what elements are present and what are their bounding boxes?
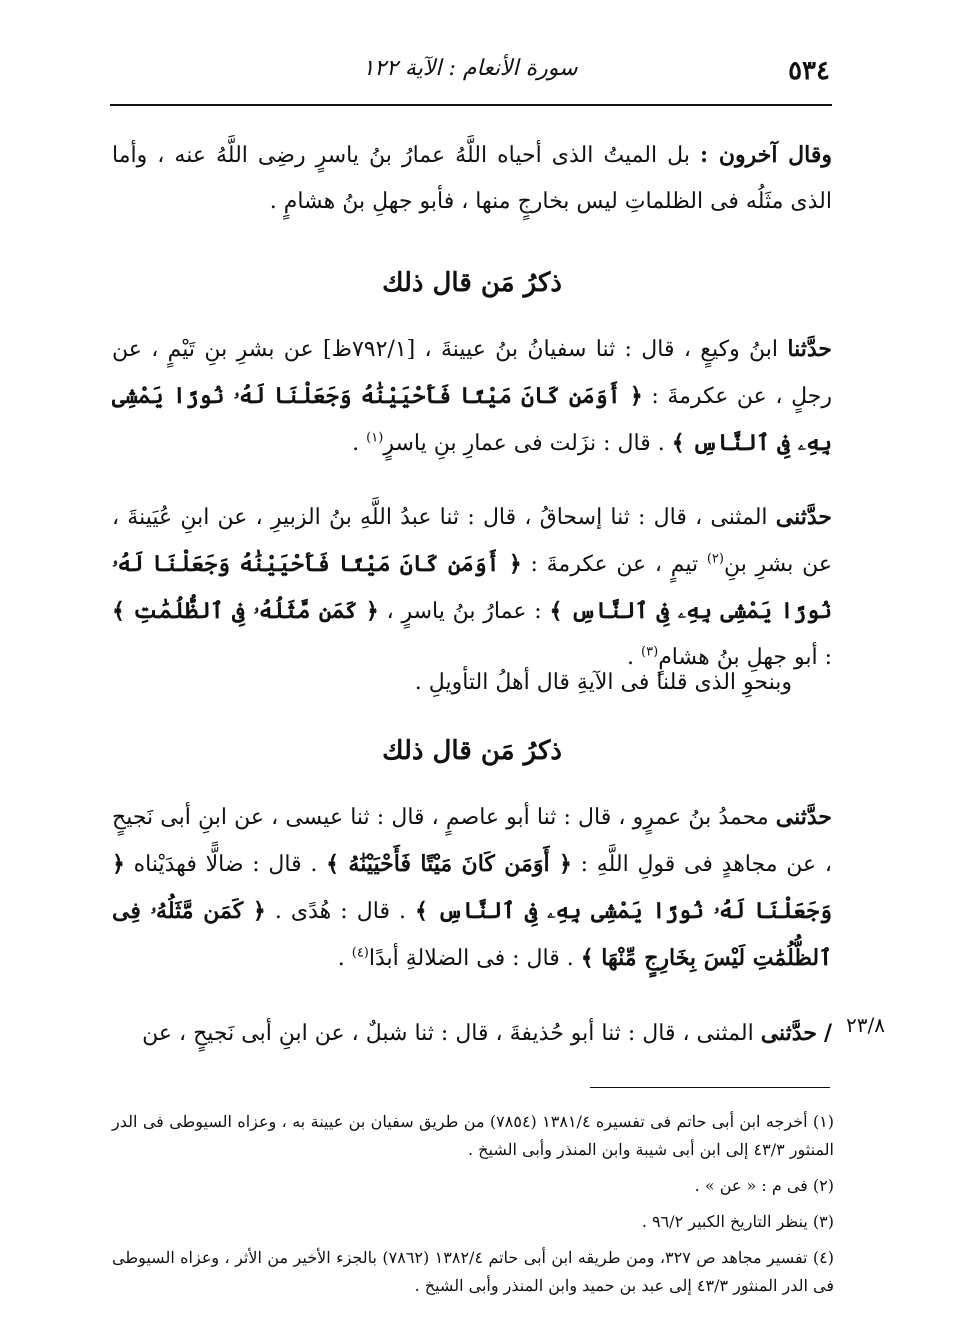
footnote-rule <box>590 1087 830 1088</box>
section-heading-1: ذكرُ مَن قال ذلك <box>382 268 562 298</box>
paragraph-text: محمدُ بنُ عمرٍو ، قال : ثنا أبو عاصمٍ ، قال : ثنا عيسى ، عن ابنِ أبى نَجيحٍ ، عن مجاهدٍ فى قولِ اللَّهِ : <box>112 805 832 877</box>
quran-verse: ﴿ كَمَن مَّثَلُهُۥ فِى ٱلظُّلُمَٰتِ لَيْسَ بِخَارِجٍ مِّنْهَا ﴾ <box>112 898 832 971</box>
quran-verse: ﴿ أَوَمَن كَانَ مَيْتًا فَأَحْيَيْنَٰهُ وَجَعَلْنَا لَهُۥ نُورًا يَمْشِى بِهِۦ فِى ٱلنَّاسِ ﴾ <box>112 383 832 456</box>
page-header <box>110 52 830 92</box>
margin-reference: ٢٣/٨ <box>846 1013 885 1037</box>
footnote-marker: (٣) <box>641 644 659 660</box>
paragraph-5 <box>112 794 832 982</box>
paragraph-6 <box>112 1010 832 1057</box>
footnote: (٤) تفسير مجاهد ص ٣٢٧، ومن طريقه ابن أبى حاتم ١٣٨٢/٤ (٧٨٦٢) بالجزء الأخير من الأثر ، وعزاه السيوطى فى الدر المنثور ٤٣/٣ إلى عبد بن حميد وابن المنذر وأبى الشيخ . <box>112 1248 835 1295</box>
paragraph-lead: وقال آخرون : <box>700 142 832 168</box>
page-number: ٥٣٤ <box>788 56 830 86</box>
footnote: (١) أخرجه ابن أبى حاتم فى تفسيره ١٣٨١/٤ (٧٨٥٤) من طريق سفيان بن عيينة به ، وعزاه السيوطى فى الدر المنثور ٤٣/٣ إلى ابن أبى شيبة وابن المنذر وأبى الشيخ . <box>112 1112 835 1159</box>
quran-verse: ﴿ أَوَمَن كَانَ مَيْتًا فَأَحْيَيْنَٰهُ وَجَعَلْنَا لَهُۥ نُورًا يَمْشِى بِهِۦ فِى ٱلنَّاسِ ﴾ <box>112 551 833 624</box>
paragraph-4: وبنحوِ الذى قلنا فى الآيةِ قال أهلُ التأويلِ . <box>414 670 792 695</box>
paragraph-text: المثنى ، قال : ثنا أبو حُذيفةَ ، قال : ثنا شبلٌ ، عن ابنِ أبى نَجيحٍ ، عن <box>142 1021 754 1046</box>
running-title: سورة الأنعام : الآية ١٢٢ <box>362 56 578 81</box>
footnotes <box>112 1108 834 1308</box>
paragraph-end: . <box>337 946 352 971</box>
folio-marker: / <box>823 1020 832 1046</box>
paragraph-text: . قال : هُدًى . <box>274 899 406 924</box>
paragraph-end: . <box>627 645 642 670</box>
paragraph-text: . قال : ضالًّا فهدَيْناه <box>133 852 318 877</box>
footnote: (٣) ينظر التاريخ الكبير ٩٦/٢ . <box>641 1212 834 1231</box>
paragraph-text: المثنى ، قال : ثنا إسحاقُ ، قال : ثنا عبدُ اللَّهِ بنُ الزبيرِ ، عن ابنِ عُيَينةَ ، عن بشرِ بنِ <box>112 505 833 577</box>
paragraph-3 <box>112 494 832 681</box>
section-heading-2: ذكرُ مَن قال ذلك <box>382 736 562 766</box>
quran-verse: ﴿ وَجَعَلْنَا لَهُۥ نُورًا يَمْشِى بِهِۦ فِى ٱلنَّاسِ ﴾ <box>112 851 832 924</box>
paragraph-1 <box>112 132 832 225</box>
footnote-marker: (٤) <box>351 945 369 961</box>
header-rule <box>110 104 832 106</box>
footnote: (٢) فى م : « عن » . <box>694 1176 834 1195</box>
paragraph-lead: حدَّثنى <box>775 504 832 530</box>
paragraph-text: . قال : نزَلت فى عمارِ بنِ ياسرٍ <box>383 431 665 456</box>
paragraph-text: تيمٍ ، عن عكرمةَ : <box>530 552 699 577</box>
paragraph-2 <box>112 326 832 467</box>
paragraph-text: بل الميتُ الذى أحياه اللَّهُ عمارُ بنُ ياسرٍ رضِى اللَّهُ عنه ، وأما الذى مثَلُه فى الظلماتِ ليس بخارجٍ منها ، فأبو جهلِ بنُ هشامٍ . <box>112 143 832 214</box>
paragraph-end: . <box>352 431 367 456</box>
paragraph-text: : عمارُ بنُ ياسرٍ ، <box>386 599 542 624</box>
footnote-marker: (١) <box>366 430 384 446</box>
paragraph-lead: حدَّثنى <box>775 804 832 830</box>
footnote-marker: (٢) <box>706 551 724 567</box>
paragraph-lead: حدَّثنا <box>787 336 833 362</box>
quran-verse: ﴿ كَمَن مَّثَلُهُۥ فِى ٱلظُّلُمَٰتِ ﴾ <box>112 598 379 624</box>
paragraph-lead: حدَّثنى <box>760 1020 817 1046</box>
quran-verse: ﴿ أَوَمَن كَانَ مَيْتًا فَأَحْيَيْنَٰهُ ﴾ <box>326 851 572 877</box>
paragraph-text: : أبو جهلِ بنُ هشامٍ <box>658 645 832 670</box>
paragraph-text: . قال : فى الضلالةِ أبدًا <box>368 946 574 971</box>
paragraph-text: ابنُ وكيعٍ ، قال : ثنا سفيانُ بنُ عيينةَ ، [٧٩٢/١ظ] عن بشرِ بنِ تَيْمٍ ، عن رجلٍ ، عن عكرمةَ : <box>112 337 832 409</box>
